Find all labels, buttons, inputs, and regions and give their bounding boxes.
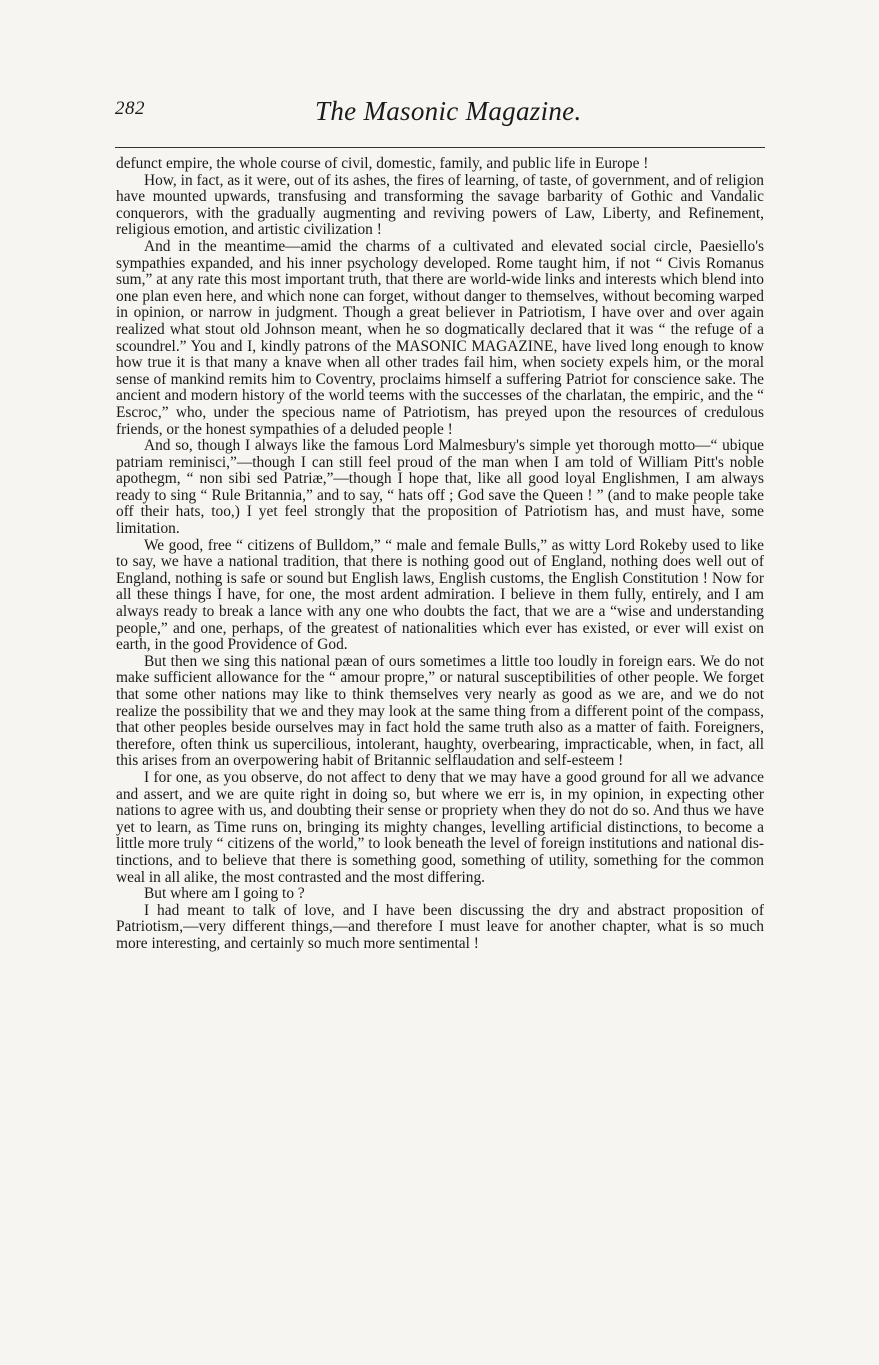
paragraph: But where am I going to ? <box>144 885 305 903</box>
article-body <box>116 156 764 953</box>
paragraph: I had meant to talk of love, and I have been discussing the dry and abstract proposition of Patriotism,—very different things,—and therefore I must leave for another chapter, what is so much more interesting, and certainly so much more sentimental ! <box>116 901 764 952</box>
page-header <box>115 98 765 138</box>
paragraph: And in the meantime—amid the charms of a cultivated and elevated social circle, Paesiello's sympathies expanded, and his inner psychology developed. Rome taught him, if not “ Civis Romanus sum,” at any rate this most important truth, that there are world-wide links and interests which blend into one plan even here, and which none can forget, without danger to themselves, without becoming warped in opinion, or narrow in judgment. Though a great believer in Patriotism, I have over and over again realized what stout old Johnson meant, when he so dogmatically declared that it was “ the refuge of a scoundrel.” You and I, kindly patrons of the MASONIC MAGAZINE, have lived long enough to know how true it is that many a knave when all other trades fail him, when society expels him, or the moral sense of mankind remits him to Coventry, proclaims himself a suffering Patriot for conscience sake. The ancient and modern history of the world teems with the successes of the charlatan, the empiric, and the “ Escroc,” who, under the specious name of Patriotism, has preyed upon the resources of credulous friends, or the honest sympathies of a deluded people ! <box>116 237 764 438</box>
paragraph-continuation: defunct empire, the whole course of civil, domestic, family, and public life in Europe ! <box>116 155 649 172</box>
paragraph: And so, though I always like the famous Lord Malmesbury's simple yet thorough motto—“ ubique patriam reminisci,”—though I can still feel proud of the man when I am told of William Pitt's noble apothegm, “ non sibi sed Patriæ,”—though I hope that, like all good loyal Englishmen, I am always ready to sing “ Rule Britannia,” and to say, “ hats off ; God save the Queen ! ” (and to make people take off their hats, too,) I yet feel strongly that the proposition of Patriotism has, and must have, some limitation. <box>116 437 764 538</box>
paragraph: I for one, as you observe, do not affect to deny that we may have a good ground for all we advance and assert, and we are quite right in doing so, but where we err is, in my opinion, in expecting other nations to agree with us, and doubting their sense or propriety when they do not do so. And thus we have yet to learn, as Time runs on, bringing its mighty changes, levelling artificial distinctions, to become a little more truly “ citizens of the world,” to look beneath the level of foreign institutions and national distinctions, and to believe that there is something good, something of utility, something for the common weal in all alike, the most contrasted and the most differing. <box>116 768 764 886</box>
paragraph: But then we sing this national pæan of ours sometimes a little too loudly in foreign ears. We do not make sufficient allowance for the “ amour propre,” or natural susceptibilities of other people. We forget that some other nations may like to think themselves very nearly as good as we are, and we do not realize the possibility that we and they may look at the same thing from a different point of the compass, that other peoples beside ourselves may in fact hold the same truth also as a matter of faith. Foreigners, therefore, often think us supercilious, intolerant, haughty, overbearing, impracticable, when, in fact, all this arises from an overpowering habit of Britannic selflaudation and self-esteem ! <box>116 652 764 770</box>
paragraph: How, in fact, as it were, out of its ashes, the fires of learning, of taste, of government, and of religion have mounted upwards, transfusing and transforming the savage barbarity of Gothic and Vandalic conquerors, with the gradually augmenting and reviving powers of Law, Liberty, and Refinement, religious emotion, and artistic civilization ! <box>116 171 764 239</box>
header-rule <box>115 147 765 148</box>
running-title: The Masonic Magazine. <box>315 96 582 126</box>
page-number: 282 <box>115 98 145 119</box>
paragraph: We good, free “ citizens of Bulldom,” “ male and female Bulls,” as witty Lord Rokeby used to like to say, we have a national tradition, that there is nothing good out of England, nothing does well out of England, nothing is safe or sound but English laws, English customs, the English Constitution ! Now for all these things I have, for one, the most ardent admiration. I believe in them fully, entirely, and I am always ready to break a lance with any one who doubts the fact, that we are a “wise and understanding people,” and one, perhaps, of the greatest of nationalities which ever has existed, or ever will exist on earth, in the good Providence of God. <box>116 536 764 654</box>
